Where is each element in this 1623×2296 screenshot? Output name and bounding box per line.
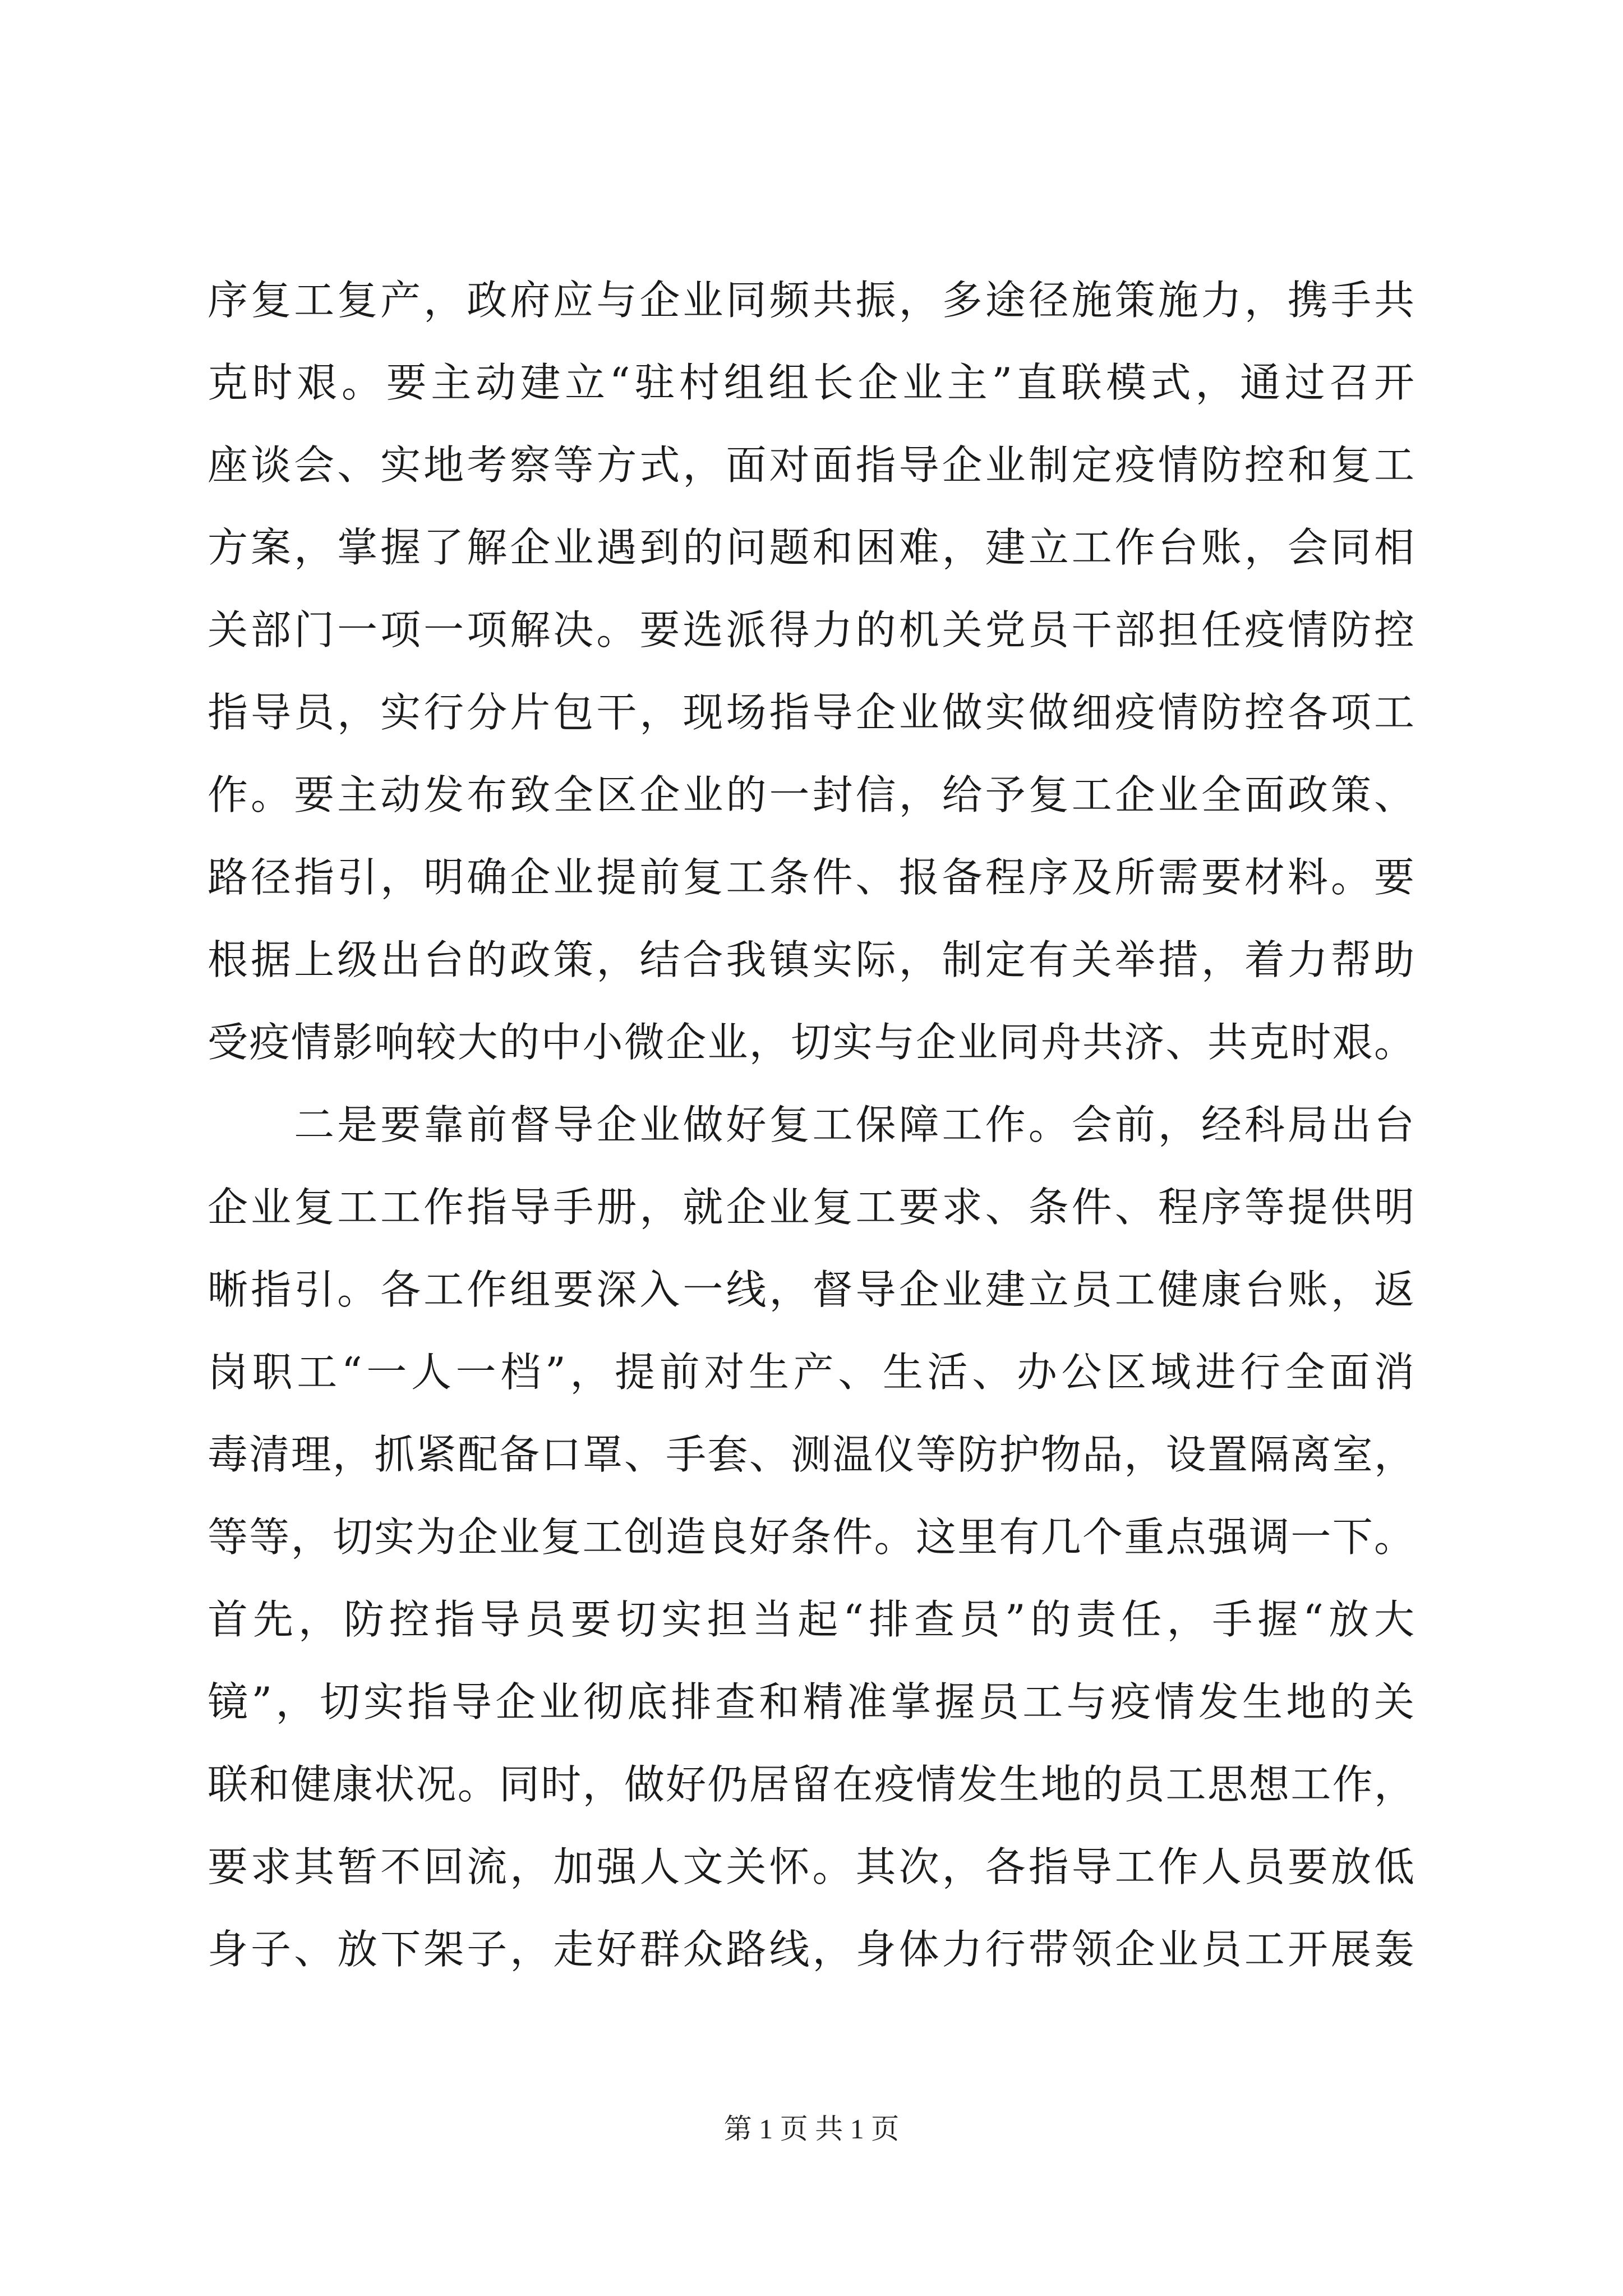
document-body xyxy=(208,259,1415,1991)
text-line: 路径指引，明确企业提前复工条件、报备程序及所需要材料。要 xyxy=(208,854,1415,901)
text-line: 要求其暂不回流，加强人文关怀。其次，各指导工作人员要放低 xyxy=(208,1843,1415,1890)
text-line: 作。要主动发布致全区企业的一封信，给予复工企业全面政策、 xyxy=(208,771,1415,818)
text-line: 关部门一项一项解决。要选派得力的机关党员干部担任疫情防控 xyxy=(208,606,1415,654)
text-line: 毒清理，抓紧配备口罩、手套、测温仪等防护物品，设置隔离室， xyxy=(208,1431,1415,1478)
text-line: 身子、放下架子，走好群众路线，身体力行带领企业员工开展轰 xyxy=(208,1926,1415,1973)
text-line: 联和健康状况。同时，做好仍居留在疫情发生地的员工思想工作， xyxy=(208,1761,1415,1808)
text-line: 晰指引。各工作组要深入一线，督导企业建立员工健康台账，返 xyxy=(208,1266,1415,1313)
text-line: 受疫情影响较大的中小微企业，切实与企业同舟共济、共克时艰。 xyxy=(208,1019,1415,1066)
text-line: 座谈会、实地考察等方式，面对面指导企业制定疫情防控和复工 xyxy=(208,441,1415,489)
text-line: 岗职工“一人一档”，提前对生产、生活、办公区域进行全面消 xyxy=(208,1349,1415,1396)
text-line: 首先，防控指导员要切实担当起“排查员”的责任，手握“放大 xyxy=(208,1596,1415,1643)
page-number-footer: 第 1 页 共 1 页 xyxy=(723,2113,900,2145)
text-line: 等等，切实为企业复工创造良好条件。这里有几个重点强调一下。 xyxy=(208,1513,1415,1561)
text-line: 镜”，切实指导企业彻底排查和精准掌握员工与疫情发生地的关 xyxy=(208,1678,1415,1726)
text-line: 企业复工工作指导手册，就企业复工要求、条件、程序等提供明 xyxy=(208,1184,1415,1231)
text-line: 根据上级出台的政策，结合我镇实际，制定有关举措，着力帮助 xyxy=(208,936,1415,983)
text-line: 方案，掌握了解企业遇到的问题和困难，建立工作台账，会同相 xyxy=(208,524,1415,571)
text-line: 克时艰。要主动建立“驻村组组长企业主”直联模式，通过召开 xyxy=(208,359,1415,406)
text-line: 序复工复产，政府应与企业同频共振，多途径施策施力，携手共 xyxy=(208,277,1415,324)
text-line: 指导员，实行分片包干，现场指导企业做实做细疫情防控各项工 xyxy=(208,689,1415,736)
paragraph-first-line: 二是要靠前督导企业做好复工保障工作。会前，经科局出台 xyxy=(208,1101,1415,1148)
